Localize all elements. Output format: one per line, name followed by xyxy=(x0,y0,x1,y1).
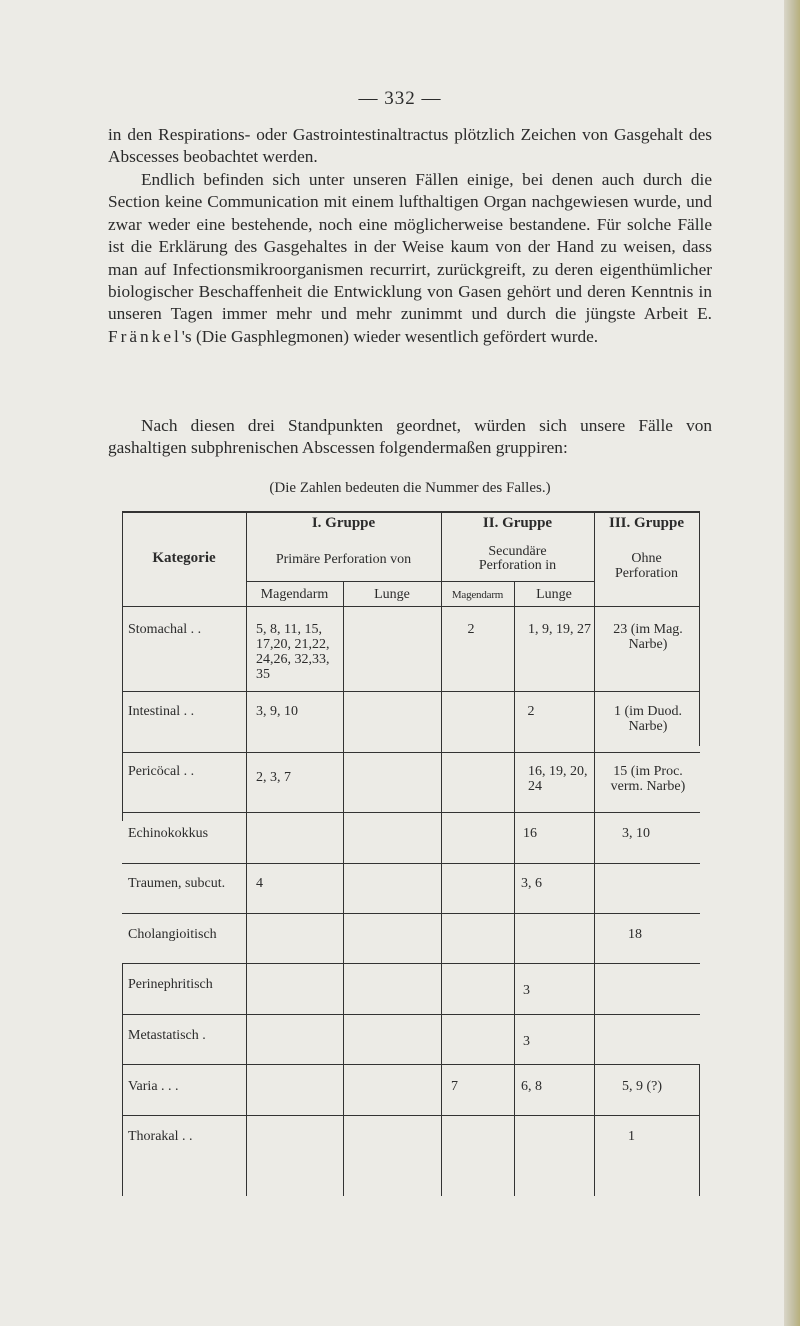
row-rule xyxy=(122,1014,700,1015)
author-name: Fränkel xyxy=(108,326,182,346)
cell-g1-magendarm: 5, 8, 11, 15, 17,20, 21,22, 24,26, 32,33, 35 xyxy=(256,622,330,682)
header-group-1: I. Gruppe xyxy=(311,515,376,531)
paragraph-grouping: Nach diesen drei Standpunkten geordnet, würden sich unsere Fälle von gashaltigen subphrenischen Abscessen folgendermaßen gruppiren: xyxy=(108,416,712,458)
cell-g1-magendarm: 4 xyxy=(256,876,263,891)
cell-g3: 18 xyxy=(628,927,642,942)
row-category: Varia . . . xyxy=(128,1079,179,1094)
cell-g3: 15 (im Proc. verm. Narbe) xyxy=(610,764,686,794)
cell-g1-magendarm: 3, 9, 10 xyxy=(256,704,298,719)
table-caption: (Die Zahlen bedeuten die Nummer des Falles.) xyxy=(269,480,551,496)
cell-g3: 23 (im Mag. Narbe) xyxy=(613,622,683,652)
row-rule xyxy=(122,1115,700,1116)
header-group-3: III. Gruppe xyxy=(608,515,685,531)
row-category: Perinephritisch xyxy=(128,977,213,992)
cell-g2-lunge: 3 xyxy=(523,1034,530,1049)
cell-g1-magendarm: 2, 3, 7 xyxy=(256,770,291,785)
cell-g3: 5, 9 (?) xyxy=(622,1079,663,1094)
row-category: Cholangioitisch xyxy=(128,927,217,942)
subheader-rule xyxy=(246,581,594,582)
cell-g2-lunge: 2 xyxy=(527,704,535,719)
row-rule xyxy=(122,913,700,914)
cell-g2-lunge: 16, 19, 20, 24 xyxy=(528,764,588,794)
header-magendarm-2: Magendarm xyxy=(451,589,504,601)
column-rule xyxy=(514,581,515,1196)
paragraph-text-end: 's (Die Gasphlegmonen) wieder wesentlich gefördert wurde. xyxy=(181,326,599,346)
cell-g2-lunge: 16 xyxy=(523,826,537,841)
column-rule xyxy=(441,511,442,1196)
paragraph-text: Endlich befinden sich unter unseren Fällen einige, bei denen auch durch die Section keine Communication mit einem lufthaltigen Organ nachgewiesen wurde, und zwar weder eine bestehende, noch eine möglicherweise bestandene. Für solche Fälle ist die Erklärung des Gasgehaltes in der Weise kaum von der Hand zu weisen, dass man auf Infectionsmikroorganismen recurrirt, zurückgreift, zu deren eigenthümlicher biologischer Beschaffenheit die Entwicklung von Gasen gehört und deren Kenntnis in unseren Tagen immer mehr und mehr zunimmt und durch die jüngste Arbeit E. xyxy=(108,170,712,324)
cell-g3: 1 (im Duod. Narbe) xyxy=(613,704,683,734)
cell-g2-lunge: 3 xyxy=(523,983,530,998)
table-top-rule xyxy=(122,511,700,513)
header-kategorie: Kategorie xyxy=(152,550,216,566)
column-rule xyxy=(122,963,123,1196)
header-group-3-sub: Ohne Perforation xyxy=(615,551,678,581)
row-rule xyxy=(122,863,700,864)
row-category: Stomachal . . xyxy=(128,622,202,637)
header-group-2-sub: Secundäre Perforation in xyxy=(478,544,557,573)
row-category: Traumen, subcut. xyxy=(128,876,226,891)
cell-g2-magendarm: 7 xyxy=(451,1079,458,1094)
column-rule xyxy=(594,511,595,1196)
header-bottom-rule xyxy=(122,606,700,607)
row-category: Thorakal . . xyxy=(128,1129,193,1144)
row-category: Intestinal . . xyxy=(128,704,195,719)
cell-g3: 3, 10 xyxy=(622,826,650,841)
row-category: Metastatisch . xyxy=(128,1028,206,1043)
header-magendarm: Magendarm xyxy=(260,587,329,602)
row-category: Pericöcal . . xyxy=(128,764,195,779)
cell-g2-lunge: 1, 9, 19, 27 xyxy=(528,622,591,637)
header-group-1-sub: Primäre Perforation von xyxy=(275,552,412,567)
row-rule xyxy=(122,1064,700,1065)
header-lunge: Lunge xyxy=(374,587,410,602)
cell-g3: 1 xyxy=(628,1129,635,1144)
column-rule xyxy=(246,511,247,1196)
cell-g2-magendarm: 2 xyxy=(467,622,475,637)
header-group-2: II. Gruppe xyxy=(482,515,553,531)
row-rule xyxy=(122,963,700,964)
cell-g2-lunge: 3, 6 xyxy=(521,876,542,891)
cell-g2-lunge: 6, 8 xyxy=(521,1079,542,1094)
row-rule xyxy=(122,812,700,813)
row-category: Echinokokkus xyxy=(128,826,209,841)
paragraph-continuation: in den Respirations- oder Gastrointestinaltractus plötzlich Zeichen von Gasgehalt des Abscesses beobachtet werden. xyxy=(108,125,712,167)
row-rule xyxy=(122,752,700,753)
header-lunge-2: Lunge xyxy=(536,587,572,602)
row-rule xyxy=(122,691,700,692)
page-number: — 332 — xyxy=(358,88,442,109)
